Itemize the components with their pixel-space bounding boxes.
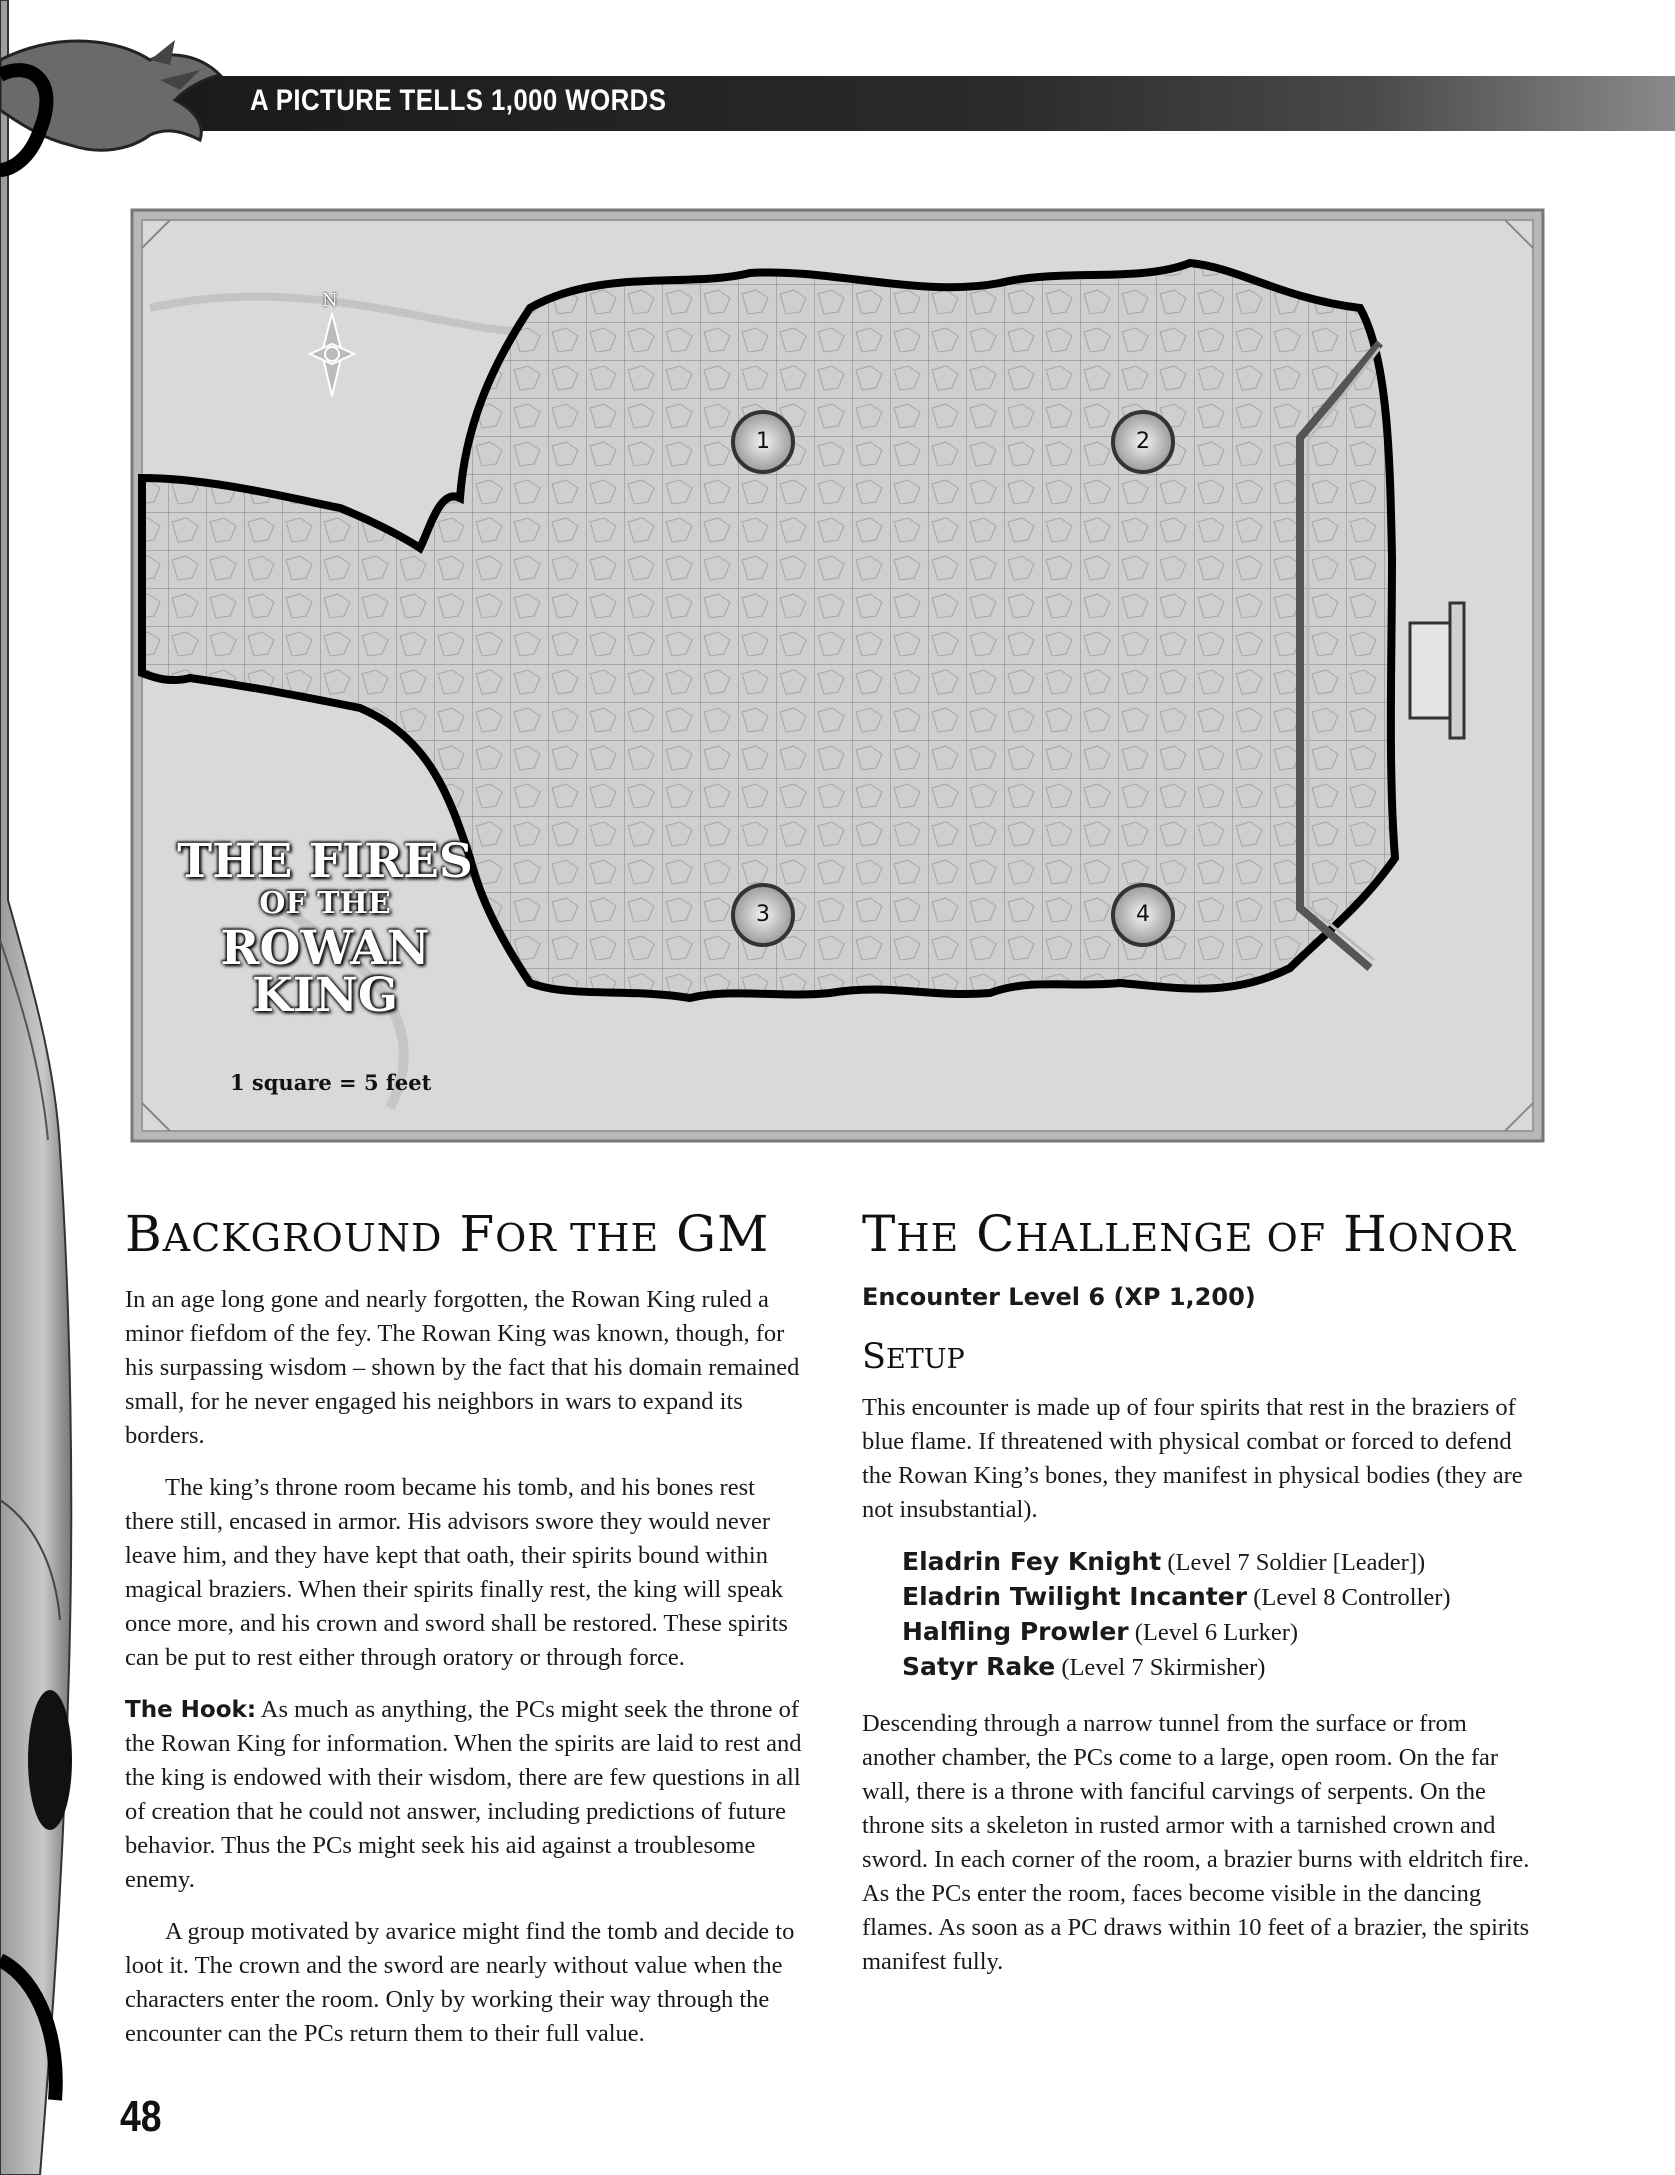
brazier-3-label: 3	[756, 902, 770, 927]
list-item: Eladrin Twilight Incanter (Level 8 Controller)	[902, 1582, 1451, 1611]
monster-list	[902, 1545, 1542, 1685]
map-title-line1: THE FIRES	[177, 834, 473, 889]
list-item: Halfling Prowler (Level 6 Lurker)	[902, 1617, 1299, 1646]
encounter-level: Encounter Level 6 (XP 1,200)	[862, 1283, 1256, 1311]
background-paragraph-2: The king’s throne room became his tomb, and his bones rest there still, encased in armor. His advisors swore they would never leave him, and they have kept that oath, their spirits bound within magical braziers. When their spirits finally rest, the king will speak once more, and his crown and sword shall be restored. These spirits can be put to rest either through oratory or through force.	[125, 1474, 788, 1671]
left-column	[125, 1205, 805, 2069]
dragon-head-icon	[0, 20, 240, 190]
challenge-heading: THE CHALLENGE OF HONOR	[862, 1205, 1516, 1263]
description-paragraph: Descending through a narrow tunnel from the surface or from another chamber, the PCs come to a large, open room. On the far wall, there is a throne with fanciful carvings of serpents. On the throne sits a skeleton in rusted armor with a tarnished crown and sword. In each corner of the room, a brazier burns with eldritch fire. As the PCs enter the room, faces become visible in the dancing flames. As soon as a PC draws within 10 feet of a brazier, the spirits manifest fully.	[862, 1710, 1530, 1975]
list-item: Eladrin Fey Knight (Level 7 Soldier [Leader])	[902, 1547, 1426, 1576]
page-number: 48	[120, 2092, 162, 2141]
left-blade-border	[0, 0, 95, 2175]
map-title-line3: ROWAN	[220, 921, 430, 976]
right-column	[862, 1205, 1542, 1997]
background-heading: BACKGROUND FOR THE GM	[125, 1205, 770, 1263]
map-title-line4: KING	[252, 968, 398, 1023]
section-title: A PICTURE TELLS 1,000 WORDS	[250, 84, 667, 117]
setup-heading: SETUP	[862, 1337, 965, 1377]
map-title-line2: OF THE	[259, 886, 391, 921]
brazier-2-label: 2	[1136, 429, 1150, 454]
compass-north-label: N	[322, 290, 338, 311]
hook-label: The Hook:	[125, 1697, 257, 1723]
map-title	[175, 834, 475, 1023]
map-scale: 1 square = 5 feet	[230, 1070, 432, 1095]
brazier-1-label: 1	[756, 429, 770, 454]
list-item: Satyr Rake (Level 7 Skirmisher)	[902, 1652, 1266, 1681]
background-paragraph-4: A group motivated by avarice might find the tomb and decide to loot it. The crown and the sword are nearly without value when the characters enter the room. Only by working their way through the encounter can the PCs return them to their full value.	[125, 1918, 795, 2047]
brazier-4-label: 4	[1136, 902, 1150, 927]
hook-paragraph: The Hook: As much as anything, the PCs might seek the throne of the Rowan King for information. When the spirits are laid to rest and the king is endowed with their wisdom, there are few questions in all of creation that he could not answer, including predictions of future behavior. Thus the PCs might seek his aid against a troublesome enemy.	[125, 1696, 802, 1893]
setup-paragraph: This encounter is made up of four spirits that rest in the braziers of blue flame. If threatened with physical combat or forced to defend the Rowan King’s bones, they manifest in physical bodies (they are not insubstantial).	[862, 1394, 1523, 1523]
background-paragraph-1: In an age long gone and nearly forgotten, the Rowan King ruled a minor fiefdom of the fey. The Rowan King was known, though, for his surpassing wisdom – shown by the fact that his domain remained small, for he never engaged his neighbors in wars to expand its borders.	[125, 1286, 800, 1449]
